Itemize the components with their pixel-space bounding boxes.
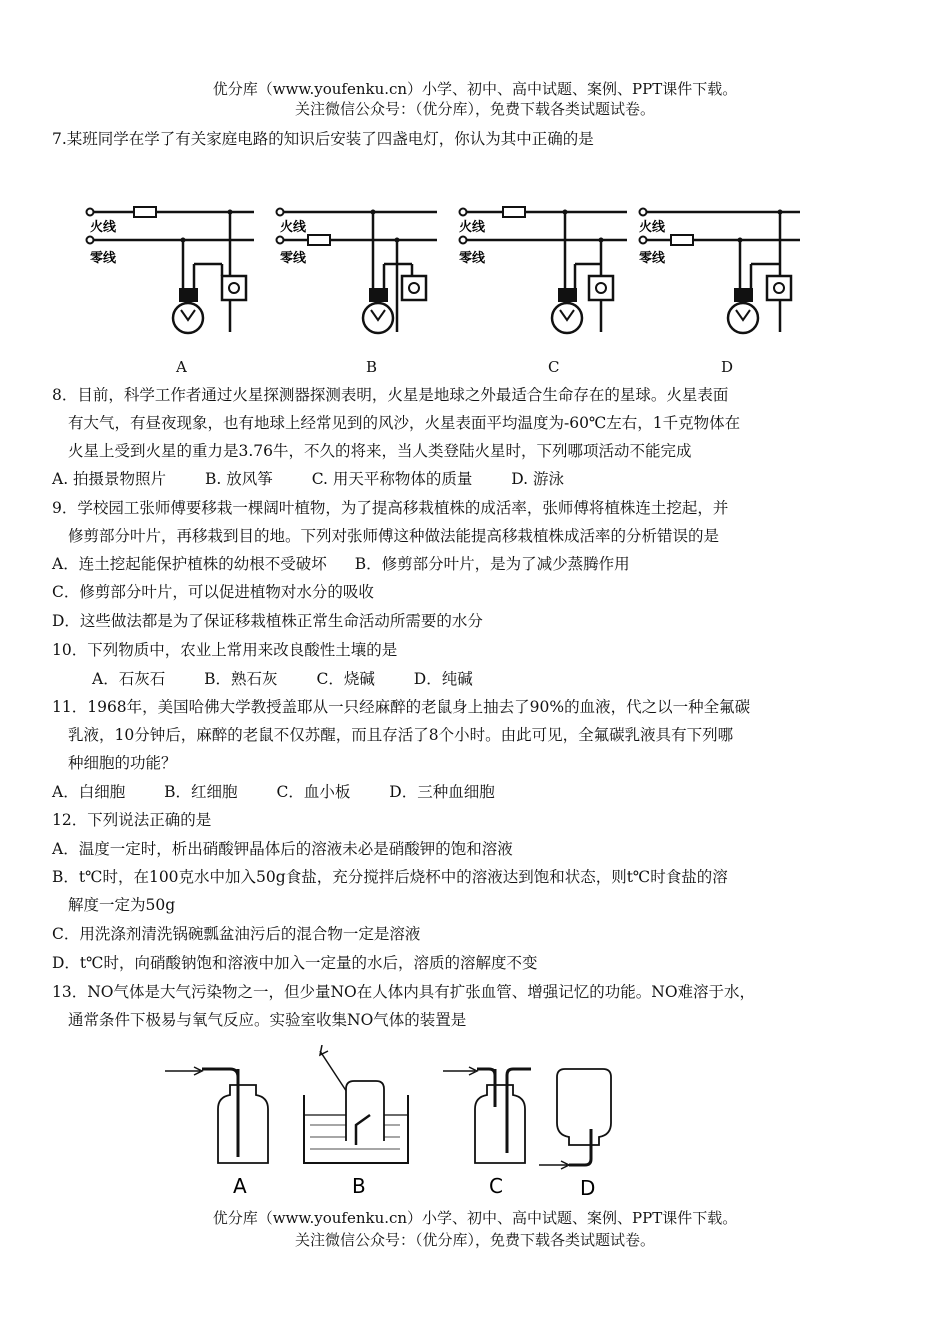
apparatus-label-d: D — [580, 1176, 596, 1200]
apparatus-a — [165, 1067, 268, 1198]
circuit-diagram-d — [639, 209, 800, 334]
apparatus-label-a: A — [233, 1174, 247, 1198]
circuit-diagram-c — [459, 207, 627, 333]
footer-line-2: 关注微信公众号：（优分库），免费下载各类试题试卷。 — [294, 1231, 655, 1249]
q12-option-b-line-1: B．t℃时，在100克水中加入50g食盐，充分搅拌后烧杯中的溶液达到饱和状态，则t℃时食盐的溶 — [52, 868, 728, 886]
q10-option-a: A．石灰石 — [92, 670, 166, 688]
q13-line-2: 通常条件下极易与氧气反应。实验室收集NO气体的装置是 — [68, 1011, 467, 1029]
q7-label-d: D — [721, 358, 734, 376]
q11-options — [52, 781, 529, 803]
q12-option-d: D．t℃时，向硝酸钠饱和溶液中加入一定量的水后，溶质的溶解度不变 — [52, 954, 538, 972]
q10-option-c: C．烧碱 — [316, 670, 375, 688]
q11-option-d: D．三种血细胞 — [389, 783, 495, 801]
neutral-wire-label: 零线 — [459, 251, 486, 266]
q9-option-a: A．连土挖起能保护植株的幼根不受破坏 — [52, 555, 327, 573]
q7-label-a: A — [176, 358, 187, 376]
neutral-wire-label: 零线 — [90, 251, 117, 266]
q11-line-1: 11．1968年，美国哈佛大学教授盖耶从一只经麻醉的老鼠身上抽去了90%的血液，代之以一种全氟碳 — [52, 698, 751, 716]
q12-stem: 12．下列说法正确的是 — [52, 811, 212, 829]
neutral-wire-label: 零线 — [280, 251, 307, 266]
q8-line-2: 有大气，有昼夜现象，也有地球上经常见到的风沙，火星表面平均温度为-60℃左右，1千克物体在 — [68, 414, 741, 432]
q12-option-c: C．用洗涤剂清洗锅碗瓢盆油污后的混合物一定是溶液 — [52, 925, 421, 943]
q12-option-a: A．温度一定时，析出硝酸钾晶体后的溶液未必是硝酸钾的饱和溶液 — [52, 840, 513, 858]
q9-option-c: C．修剪部分叶片，可以促进植物对水分的吸收 — [52, 583, 374, 601]
q8-option-a: A. 拍摄景物照片 — [52, 470, 167, 488]
q8-option-c: C. 用天平称物体的质量 — [311, 470, 473, 488]
live-wire-label: 火线 — [90, 220, 117, 235]
apparatus-c — [443, 1067, 531, 1198]
circuit-diagram-a — [87, 207, 255, 333]
q11-option-b: B．红细胞 — [164, 783, 238, 801]
apparatus-d — [539, 1069, 611, 1200]
q8-line-3: 火星上受到火星的重力是3.76牛，不久的将来，当人类登陆火星时，下列哪项活动不能完成 — [68, 442, 692, 460]
q11-option-c: C．血小板 — [276, 783, 351, 801]
q11-option-a: A．白细胞 — [52, 783, 126, 801]
q9-line-2: 修剪部分叶片，再移栽到目的地。下列对张师傅这种做法能提高移栽植株成活率的分析错误的是 — [68, 527, 720, 545]
q10-options — [92, 668, 507, 690]
q9-line-1: 9．学校园工张师傅要移栽一棵阔叶植物，为了提高移栽植株的成活率，张师傅将植株连土挖起，并 — [52, 499, 729, 517]
footer-line-1: 优分库（www.youfenku.cn）小学、初中、高中试题、案例、PPT课件下载。 — [212, 1209, 738, 1227]
live-wire-label: 火线 — [639, 220, 666, 235]
q12-option-b-line-2: 解度一定为50g — [68, 896, 176, 914]
q7-label-b: B — [366, 358, 378, 376]
header-line-2: 关注微信公众号：（优分库），免费下载各类试题试卷。 — [294, 100, 655, 118]
q13-line-1: 13．NO气体是大气污染物之一，但少量NO在人体内具有扩张血管、增强记忆的功能。NO难溶于水， — [52, 983, 756, 1001]
q8-options — [52, 468, 598, 490]
q7-circuit-diagrams — [0, 200, 950, 350]
header-line-1: 优分库（www.youfenku.cn）小学、初中、高中试题、案例、PPT课件下载。 — [212, 80, 738, 98]
apparatus-b — [304, 1045, 408, 1198]
q9-option-d: D．这些做法都是为了保证移栽植株正常生命活动所需要的水分 — [52, 612, 483, 630]
q9-option-b: B．修剪部分叶片，是为了减少蒸腾作用 — [354, 555, 630, 573]
live-wire-label: 火线 — [459, 220, 486, 235]
q13-apparatus-diagrams — [150, 1045, 670, 1210]
neutral-wire-label: 零线 — [639, 251, 666, 266]
q10-stem: 10．下列物质中，农业上常用来改良酸性土壤的是 — [52, 641, 398, 659]
q7-stem: 7.某班同学在学了有关家庭电路的知识后安装了四盏电灯，你认为其中正确的是 — [52, 130, 594, 148]
q10-option-b: B．熟石灰 — [204, 670, 278, 688]
q8-line-1: 8．目前，科学工作者通过火星探测器探测表明，火星是地球之外最适合生命存在的星球。火星表面 — [52, 386, 729, 404]
q8-option-d: D. 游泳 — [511, 470, 565, 488]
q7-label-c: C — [548, 358, 560, 376]
q11-line-2: 乳液，10分钟后，麻醉的老鼠不仅苏醒，而且存活了8个小时。由此可见，全氟碳乳液具有下列哪 — [68, 726, 734, 744]
circuit-diagram-b — [277, 209, 438, 334]
apparatus-label-b: B — [352, 1174, 366, 1198]
q8-option-b: B. 放风筝 — [205, 470, 273, 488]
q10-option-d: D．纯碱 — [413, 670, 473, 688]
q11-line-3: 种细胞的功能？ — [68, 754, 177, 772]
apparatus-label-c: C — [489, 1174, 503, 1198]
q9-options-ab — [52, 553, 630, 575]
live-wire-label: 火线 — [280, 220, 307, 235]
